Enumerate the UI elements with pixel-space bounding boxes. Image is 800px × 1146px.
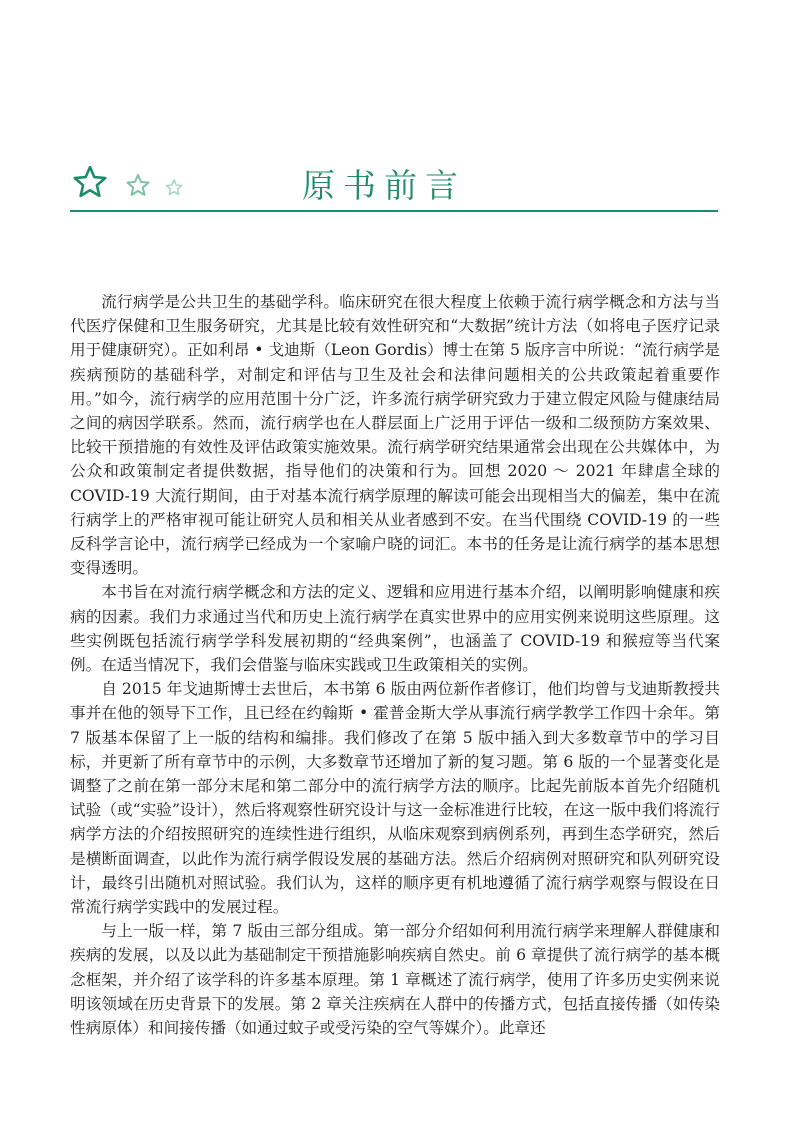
star-outline-icon	[128, 175, 149, 195]
paragraph: 本书旨在对流行病学概念和方法的定义、逻辑和应用进行基本介绍，以阐明影响健康和疾病的因素。我们力求通过当代和历史上流行病学在真实世界中的应用实例来说明这些原理。这些实例既包括流行病学学科发展初期的“经典案例”，也涵盖了 COVID-19 和猴痘等当代案例。在适当情况下，我们会借鉴与临床实践或卫生政策相关的实例。	[70, 583, 720, 675]
star-outline-icon	[166, 180, 181, 195]
paragraph: 流行病学是公共卫生的基础学科。临床研究在很大程度上依赖于流行病学概念和方法与当代医疗保健和卫生服务研究，尤其是比较有效性研究和“大数据”统计方法（如将电子医疗记录用于健康研究）。正如利昂 • 戈迪斯（Leon Gordis）博士在第 5 版序言中所说：“流行病学是疾病预防的基础科学，对制定和评估与卫生及社会和法律问题相关的公共政策起着重要作用。”如今，流行病学的应用范围十分广泛，许多流行病学研究致力于建立假定风险与健康结局之间的病因学联系。然而，流行病学也在人群层面上广泛用于评估一级和二级预防方案效果、比较干预措施的有效性及评估政策实施效果。流行病学研究结果通常会出现在公共媒体中，为公众和政策制定者提供数据，指导他们的决策和行为。回想 2020 ～ 2021 年肆虐全球的 COVID-19 大流行期间，由于对基本流行病学原理的解读可能会出现相当大的偏差，集中在流行病学上的严格审视可能让研究人员和相关从业者感到不安。在当代围绕 COVID-19 的一些反科学言论中，流行病学已经成为一个家喻户晓的词汇。本书的任务是让流行病学的基本思想变得透明。	[70, 293, 720, 578]
star-outline-icon	[75, 167, 105, 196]
paragraph: 与上一版一样，第 7 版由三部分组成。第一部分介绍如何利用流行病学来理解人群健康和疾病的发展，以及以此为基础制定干预措施影响疾病自然史。前 6 章提供了流行病学的基本概念框架，并介绍了该学科的许多基本原理。第 1 章概述了流行病学，使用了许多历史实例来说明该领域在历史背景下的发展。第 2 章关注疾病在人群中的传播方式，包括直接传播（如传染性病原体）和间接传播（如通过蚊子或受污染的空气等媒介）。此章还	[70, 922, 720, 1038]
chapter-header	[70, 160, 718, 214]
title-underline	[70, 210, 718, 212]
page-title: 原书前言	[302, 166, 466, 205]
paragraph: 自 2015 年戈迪斯博士去世后，本书第 6 版由两位新作者修订，他们均曾与戈迪斯教授共事并在他的领导下工作，且已经在约翰斯 • 霍普金斯大学从事流行病学教学工作四十余年。第 7 版基本保留了上一版的结构和编排。我们修改了在第 5 版中插入到大多数章节中的学习目标，并更新了所有章节中的示例，大多数章节还增加了新的复习题。第 6 版的一个显著变化是调整了之前在第一部分末尾和第二部分中的流行病学方法的顺序。比起先前版本首先介绍随机试验（或“实验”设计），然后将观察性研究设计与这一金标准进行比较，在这一版中我们将流行病学方法的介绍按照研究的连续性进行组织，从临床观察到病例系列，再到生态学研究，然后是横断面调查，以此作为流行病学假设发展的基础方法。然后介绍病例对照研究和队列研究设计，最终引出随机对照试验。我们认为，这样的顺序更有机地遵循了流行病学观察与假设在日常流行病学实践中的发展过程。	[70, 680, 720, 917]
preface-body	[70, 290, 720, 1040]
stars-decoration	[70, 166, 190, 206]
